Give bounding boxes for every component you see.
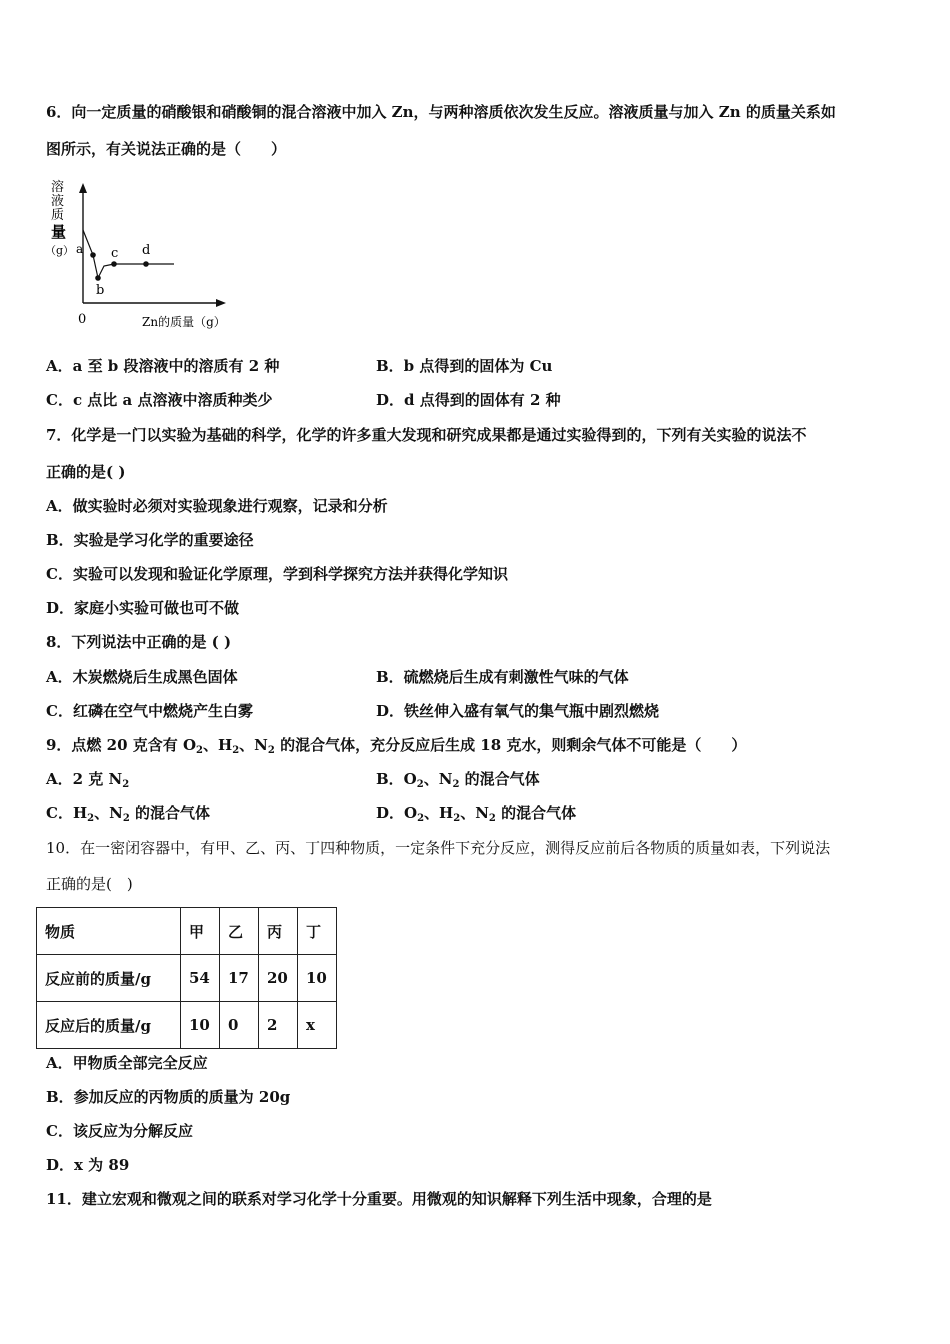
graph-origin: 0: [78, 312, 87, 327]
table-cell: 2: [259, 1002, 298, 1049]
table-header-row: [37, 908, 337, 955]
graph-point-c: [111, 261, 117, 267]
graph-x-arrow-icon: [216, 299, 226, 307]
table-row: [37, 955, 337, 1002]
q7-option-b: B．实验是学习化学的重要途径: [46, 531, 254, 549]
table-cell: 10: [298, 955, 337, 1002]
graph-ylabel-char-2: 液: [51, 194, 65, 209]
table-row: [37, 1002, 337, 1049]
q9-stem: 9．点燃 20 克含有 $O_2$、$H_2$、$N_2$ 的混合气体，充分反应后生成 18 克水，则剩余气体不可能是（ ）: [46, 736, 747, 756]
graph-y-arrow-icon: [79, 183, 87, 193]
graph-point-b: [95, 275, 101, 281]
graph-xlabel: Zn的质量（g）: [142, 315, 226, 329]
q6-graph: [42, 175, 242, 335]
q8-option-b: B．硫燃烧后生成有刺激性气味的气体: [376, 668, 629, 686]
q10-option-c: C．该反应为分解反应: [46, 1122, 193, 1140]
table-cell: 反应后的质量/g: [37, 1002, 181, 1049]
q7-stem-line2: 正确的是( ): [46, 463, 126, 481]
q11-stem: 11．建立宏观和微观之间的联系对学习化学十分重要。用微观的知识解释下列生活中现象，合理的是: [46, 1190, 712, 1208]
q10-stem-line1: 10．在一密闭容器中，有甲、乙、丙、丁四种物质，一定条件下充分反应，测得反应前后各物质的质量如表，下列说法: [46, 839, 831, 857]
table-cell: 17: [220, 955, 259, 1002]
q9-option-a: A．2 克 $N_2$: [46, 770, 130, 790]
q6-option-d: D．d 点得到的固体有 2 种: [376, 391, 561, 409]
table-header-cell: 丁: [298, 908, 337, 955]
table-header-cell: 丙: [259, 908, 298, 955]
table-cell: 20: [259, 955, 298, 1002]
q6-option-b: B．b 点得到的固体为 Cu: [376, 357, 553, 375]
q10-stem-line2: 正确的是( ): [46, 875, 133, 893]
q8-stem: 8．下列说法中正确的是 ( ): [46, 633, 232, 651]
q10-option-d: D．x 为 89: [46, 1156, 130, 1174]
graph-ylabel-char-1: 溶: [51, 180, 65, 195]
graph-point-a: [90, 252, 96, 258]
graph-point-d: [143, 261, 149, 267]
q10-mass-table: [36, 907, 337, 1049]
q7-stem-line1: 7．化学是一门以实验为基础的科学，化学的许多重大发现和研究成果都是通过实验得到的，下列有关实验的说法不: [46, 426, 807, 444]
table-cell: 10: [181, 1002, 220, 1049]
graph-ylabel-char-3: 质: [51, 208, 65, 223]
table-cell: 反应前的质量/g: [37, 955, 181, 1002]
table-cell: 54: [181, 955, 220, 1002]
graph-label-b: b: [96, 283, 105, 298]
table-header-cell: 物质: [37, 908, 181, 955]
q8-option-a: A．木炭燃烧后生成黑色固体: [46, 668, 238, 686]
q9-option-c: C．$H_2$、$N_2$ 的混合气体: [46, 804, 211, 824]
graph-label-c: c: [111, 246, 119, 261]
graph-ylabel-char-4: 量: [51, 223, 67, 241]
q7-option-d: D．家庭小实验可做也可不做: [46, 599, 240, 617]
q6-option-c: C．c 点比 a 点溶液中溶质种类少: [46, 391, 273, 409]
q10-option-b: B．参加反应的丙物质的质量为 20g: [46, 1088, 291, 1106]
table-cell: 0: [220, 1002, 259, 1049]
q8-option-c: C．红磷在空气中燃烧产生白雾: [46, 702, 253, 720]
q6-stem-line1: 6．向一定质量的硝酸银和硝酸铜的混合溶液中加入 Zn，与两种溶质依次发生反应。溶液质量与加入 Zn 的质量关系如: [46, 103, 836, 121]
q6-stem-line2: 图所示，有关说法正确的是（ ）: [46, 140, 287, 158]
q9-option-d: D．$O_2$、$H_2$、$N_2$ 的混合气体: [376, 804, 577, 824]
graph-y-unit: （g）: [45, 244, 75, 257]
table-header-cell: 甲: [181, 908, 220, 955]
q7-option-a: A．做实验时必须对实验现象进行观察，记录和分析: [46, 497, 388, 515]
graph-label-a: a: [76, 242, 84, 256]
table-cell: x: [298, 1002, 337, 1049]
q9-option-b: B．$O_2$、$N_2$ 的混合气体: [376, 770, 540, 790]
graph-label-d: d: [142, 243, 151, 258]
q8-option-d: D．铁丝伸入盛有氧气的集气瓶中剧烈燃烧: [376, 702, 660, 720]
q6-option-a: A．a 至 b 段溶液中的溶质有 2 种: [46, 357, 280, 375]
q10-option-a: A．甲物质全部完全反应: [46, 1054, 208, 1072]
table-header-cell: 乙: [220, 908, 259, 955]
graph-curve: [83, 230, 174, 278]
q7-option-c: C．实验可以发现和验证化学原理，学到科学探究方法并获得化学知识: [46, 565, 508, 583]
